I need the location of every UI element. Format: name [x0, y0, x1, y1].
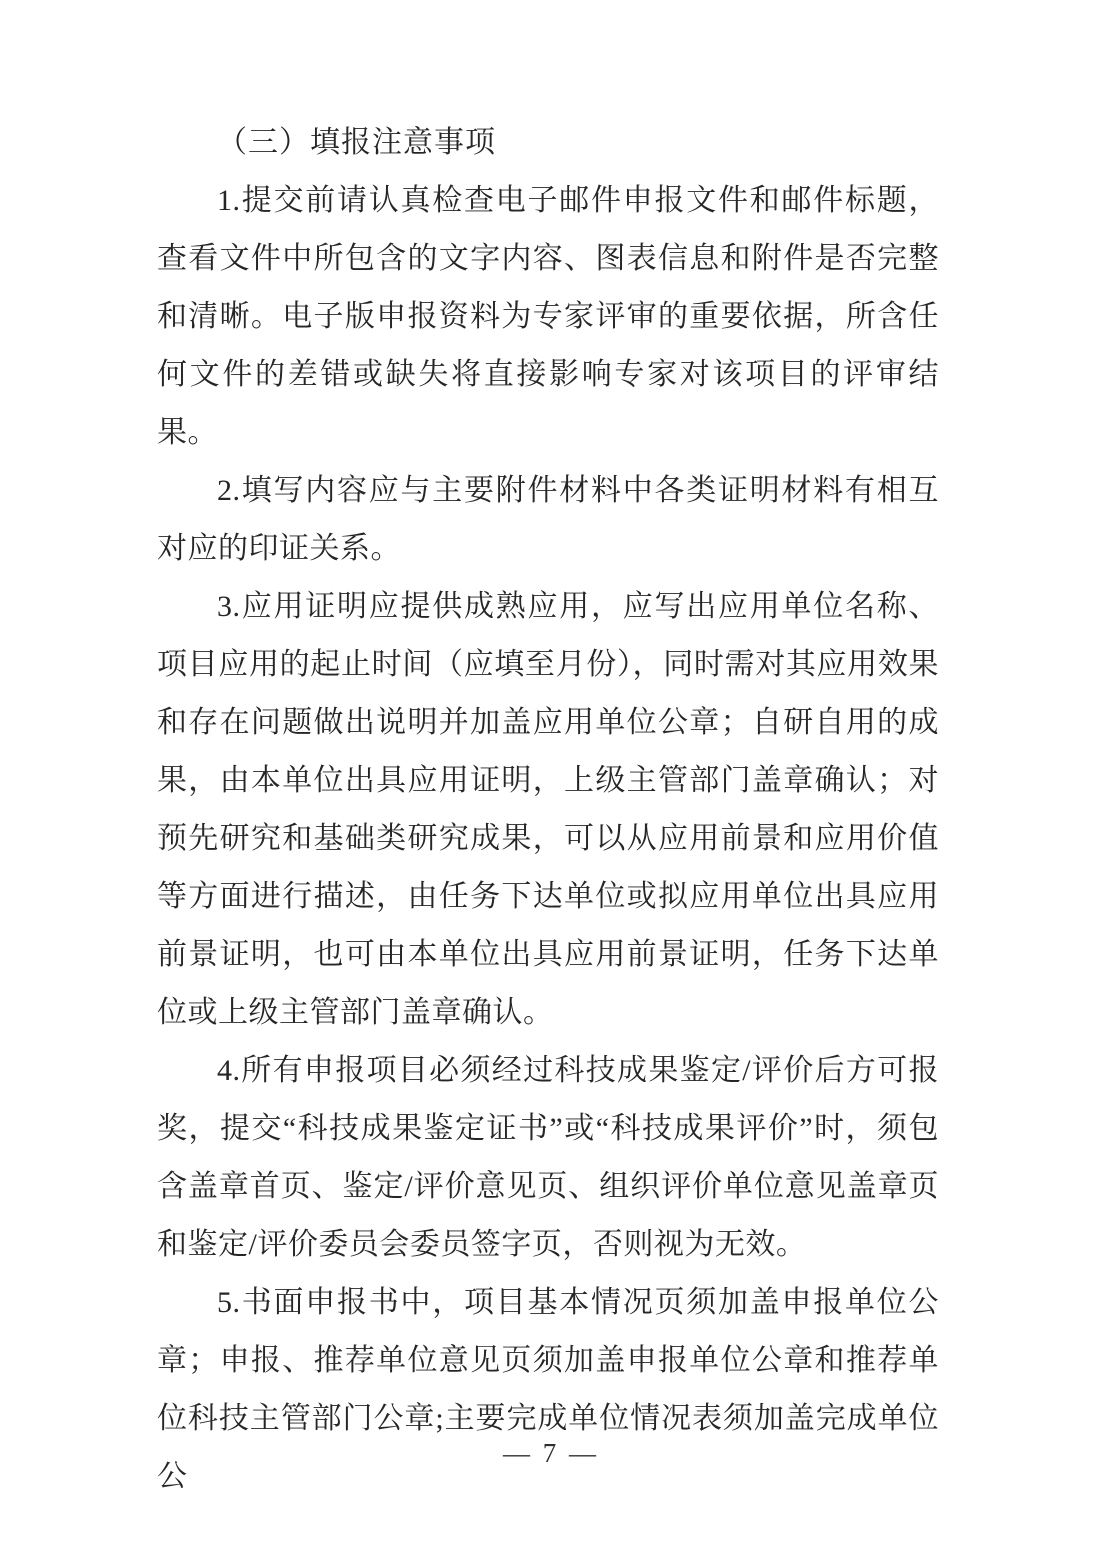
- section-heading: （三）填报注意事项: [217, 126, 496, 159]
- document-body: [157, 114, 939, 1506]
- note-paragraph-4: 4.所有申报项目必须经过科技成果鉴定/评价后方可报奖，提交“科技成果鉴定证书”或“科技成果评价”时，须包含盖章首页、鉴定/评价意见页、组织评价单位意见盖章页和鉴定/评价委员会委员签字页，否则视为无效。: [157, 1054, 939, 1261]
- page-number: — 7 —: [503, 1438, 599, 1468]
- note-paragraph-3: 3.应用证明应提供成熟应用，应写出应用单位名称、项目应用的起止时间（应填至月份），同时需对其应用效果和存在问题做出说明并加盖应用单位公章；自研自用的成果，由本单位出具应用证明，上级主管部门盖章确认；对预先研究和基础类研究成果，可以从应用前景和应用价值等方面进行描述，由任务下达单位或拟应用单位出具应用前景证明，也可由本单位出具应用前景证明，任务下达单位或上级主管部门盖章确认。: [157, 590, 939, 1029]
- note-paragraph-5: 5.书面申报书中，项目基本情况页须加盖申报单位公章；申报、推荐单位意见页须加盖申报单位公章和推荐单位科技主管部门公章;主要完成单位情况表须加盖完成单位公: [157, 1286, 939, 1493]
- note-paragraph-2: 2.填写内容应与主要附件材料中各类证明材料有相互对应的印证关系。: [157, 474, 939, 565]
- note-paragraph-1: 1.提交前请认真检查电子邮件申报文件和邮件标题，查看文件中所包含的文字内容、图表信息和附件是否完整和清晰。电子版申报资料为专家评审的重要依据，所含任何文件的差错或缺失将直接影响专家对该项目的评审结果。: [157, 184, 939, 449]
- page-footer: [0, 1438, 1102, 1469]
